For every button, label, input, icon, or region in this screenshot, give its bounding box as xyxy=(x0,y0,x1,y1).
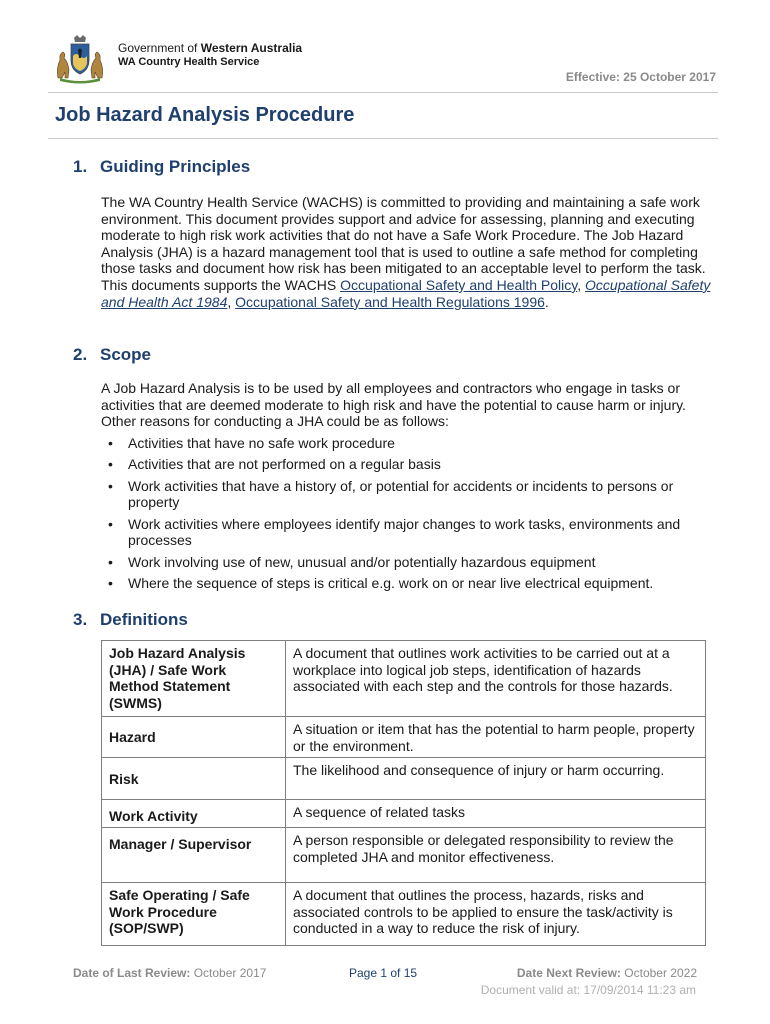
bullet-icon: • xyxy=(108,435,113,451)
table-row xyxy=(102,717,706,758)
section-3-number: 3. xyxy=(73,610,88,629)
section-2-title: Scope xyxy=(100,345,152,364)
bullet-icon: • xyxy=(108,515,113,532)
bullet-icon: • xyxy=(108,575,113,592)
last-review-value: October 2017 xyxy=(190,966,267,980)
section-2-heading xyxy=(73,345,151,365)
section-1-title: Guiding Principles xyxy=(100,157,251,176)
definition-text: A person responsible or delegated responsibility to review the completed JHA and monitor effectiveness. xyxy=(286,828,706,883)
paragraph-end: . xyxy=(544,293,549,310)
table-row xyxy=(102,828,706,883)
definition-text: A document that outlines the process, hazards, risks and associated controls to be applied to ensure the task/activity is conducted in a way to reduce the risk of injury. xyxy=(286,883,706,946)
health-service-name: WA Country Health Service xyxy=(118,56,260,68)
list-item xyxy=(101,478,721,511)
section-3-title: Definitions xyxy=(100,610,188,629)
osh-regulations-link[interactable]: Occupational Safety and Health Regulations 1996 xyxy=(235,293,545,310)
osh-policy-link[interactable]: Occupational Safety and Health Policy xyxy=(340,276,578,293)
osh-act-link[interactable]: Occupational Safety and Health Act 1984 xyxy=(101,276,711,310)
list-item-text: Where the sequence of steps is critical e.g. work on or near live electrical equipment. xyxy=(128,575,654,592)
last-review-label: Date of Last Review: xyxy=(73,966,191,980)
wa-coat-of-arms-icon xyxy=(50,34,110,86)
next-review xyxy=(517,966,697,980)
last-review xyxy=(73,966,266,980)
next-review-label: Date Next Review: xyxy=(516,966,621,980)
definition-text: A document that outlines work activities to be carried out at a workplace into logical job steps, identification of hazards associated with each step and the controls for those hazards. xyxy=(286,641,706,717)
list-item xyxy=(101,575,721,592)
section-2-paragraph: A Job Hazard Analysis is to be used by all employees and contractors who engage in tasks or activities that are deemed moderate to high risk and have the potential to cause harm or injury. Other reasons for conducting a JHA could be as follows: xyxy=(101,380,686,430)
definition-term: Risk xyxy=(102,758,286,800)
table-row xyxy=(102,758,706,800)
table-row xyxy=(102,641,706,717)
list-item xyxy=(101,456,721,473)
page-number: Page 1 of 15 xyxy=(349,966,418,980)
table-row xyxy=(102,883,706,946)
section-1-text: The WA Country Health Service (WACHS) is committed to providing and maintaining a safe work environment. This document provides support and advice for assessing, planning and executing moderate to high risk work activities that do not have a Safe Work Procedure. The Job Hazard Analysis (JHA) is a hazard management tool that is used to outline a safe method for completing those tasks and document how risk has been mitigated to an acceptable level to perform the task. This documents supports the WACHS xyxy=(101,194,706,293)
list-item-text: Work activities that have a history of, or potential for accidents or incidents to persons or property xyxy=(128,477,674,511)
definition-term: Manager / Supervisor xyxy=(102,828,286,883)
scope-bullet-list xyxy=(101,435,721,597)
bullet-icon: • xyxy=(108,553,113,570)
list-item-text: Activities that are not performed on a regular basis xyxy=(128,456,441,473)
section-1-heading xyxy=(73,157,250,177)
org-line-prefix: Government of xyxy=(118,41,201,55)
definition-term: Job Hazard Analysis (JHA) / Safe Work Method Statement (SWMS) xyxy=(102,641,286,717)
list-item xyxy=(101,554,721,571)
title-divider xyxy=(48,138,718,139)
document-valid-at: Document valid at: 17/09/2014 11:23 am xyxy=(480,983,696,997)
header-divider xyxy=(48,92,718,93)
document-title: Job Hazard Analysis Procedure xyxy=(55,104,355,126)
page-header xyxy=(48,30,718,88)
list-item-text: Activities that have no safe work procedure xyxy=(128,435,395,451)
list-item-text: Work involving use of new, unusual and/or potentially hazardous equipment xyxy=(128,553,596,570)
definitions-table xyxy=(101,640,706,946)
next-review-value: October 2022 xyxy=(620,966,697,980)
list-item-text: Work activities where employees identify major changes to work tasks, environments and processes xyxy=(128,515,681,549)
section-1-number: 1. xyxy=(73,157,88,176)
effective-date: Effective: 25 October 2017 xyxy=(565,70,716,84)
org-line-state: Western Australia xyxy=(200,41,303,55)
section-2-number: 2. xyxy=(73,345,88,364)
definition-text: The likelihood and consequence of injury or harm occurring. xyxy=(286,758,706,800)
section-1-paragraph xyxy=(101,194,711,310)
bullet-icon: • xyxy=(108,456,113,473)
link-separator: , xyxy=(227,293,236,310)
organisation-name xyxy=(118,41,302,69)
definition-text: A situation or item that has the potential to harm people, property or the environment. xyxy=(286,717,706,758)
definition-text: A sequence of related tasks xyxy=(286,800,706,828)
table-row xyxy=(102,800,706,828)
bullet-icon: • xyxy=(108,477,113,494)
list-item xyxy=(101,435,721,452)
section-3-heading xyxy=(73,610,188,630)
definition-term: Safe Operating / Safe Work Procedure (SOP/SWP) xyxy=(102,883,286,946)
definition-term: Hazard xyxy=(102,717,286,758)
list-item xyxy=(101,516,721,549)
definition-term: Work Activity xyxy=(102,800,286,828)
link-separator: , xyxy=(577,276,586,293)
